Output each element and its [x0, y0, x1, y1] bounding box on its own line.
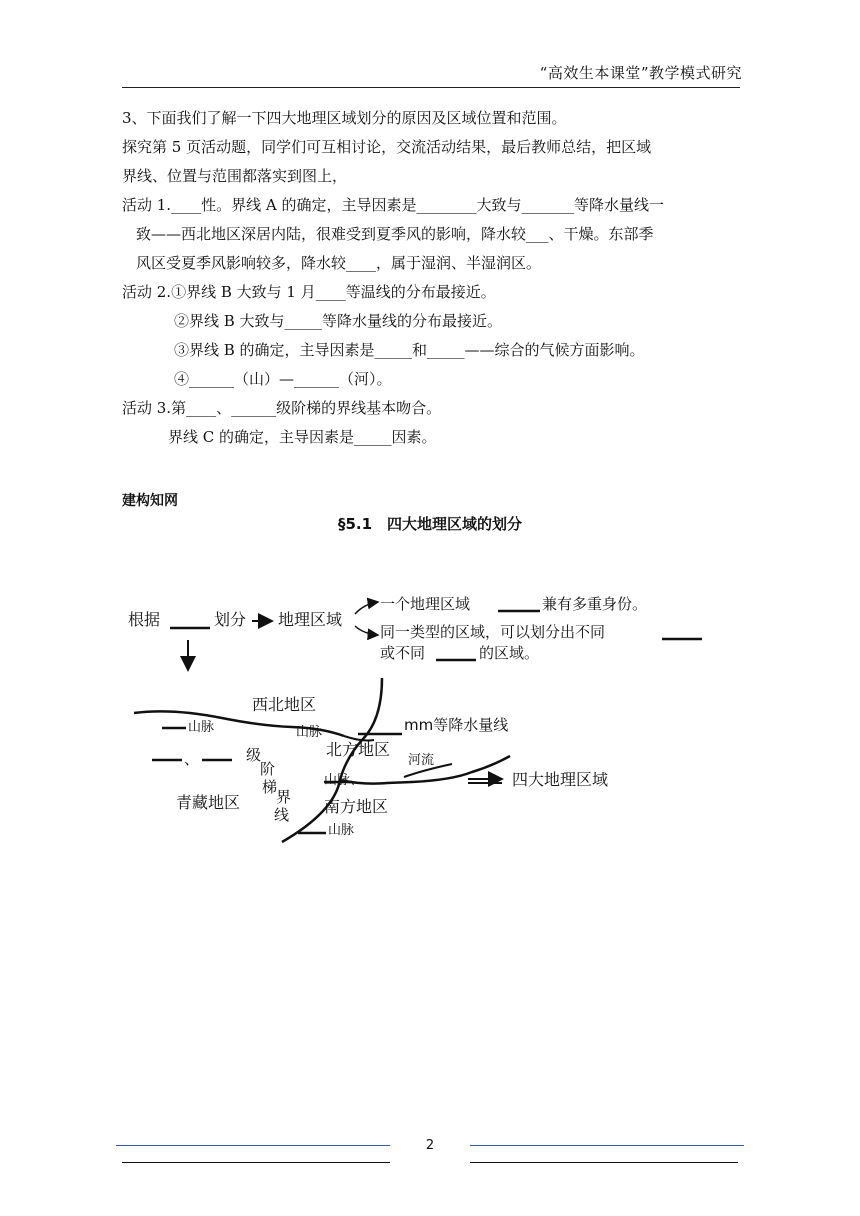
mountain-label-4: 山脉	[328, 823, 355, 838]
page-header: “高效生本课堂”教学模式研究	[539, 64, 742, 82]
text-line: 风区受夏季风影响较多，降水较____，属于湿润、半湿润区。	[136, 254, 542, 272]
arrow-up-right	[355, 602, 378, 614]
text-line: ③界线 B 的确定，主导因素是_____和_____——综合的气候方面影响。	[174, 341, 645, 359]
concept-diagram	[112, 580, 732, 850]
divide-label: 划分	[214, 610, 247, 629]
text-line: 活动 2.①界线 B 大致与 1 月____等温线的分布最接近。	[122, 283, 496, 301]
step-label-1: 级	[246, 746, 262, 764]
branch2-line1: 同一类型的区域，可以划分出不同	[380, 623, 606, 641]
step-label-3: 梯	[262, 778, 278, 796]
river-label: 河流	[408, 753, 435, 768]
step-label-4: 界	[276, 788, 292, 806]
branch2-line2a: 或不同	[380, 644, 426, 662]
branch1-tail: 兼有多重身份。	[542, 595, 648, 613]
region-label: 地理区域	[278, 610, 343, 629]
mountain-label-2: 山脉	[296, 725, 323, 740]
arrow-down-right	[355, 626, 378, 635]
mountain-label: 山脉	[188, 720, 215, 735]
section-label: 建构知网	[122, 493, 178, 509]
qingzang-label: 青藏地区	[176, 793, 241, 812]
text-line: 3、下面我们了解一下四大地理区域划分的原因及区域位置和范围。	[122, 109, 567, 127]
text-line: 界线 C 的确定，主导因素是_____因素。	[168, 428, 437, 446]
step-label-2: 阶	[260, 760, 276, 778]
header-rule	[122, 87, 740, 88]
south-label: 南方地区	[324, 797, 389, 816]
section-title: §5.1 四大地理区域的划分	[337, 515, 523, 533]
page-number: 2	[425, 1138, 435, 1153]
footer-rule	[122, 1162, 390, 1163]
body-text	[122, 104, 742, 452]
isohyet-label: mm等降水量线	[404, 716, 509, 734]
four-regions-label: 四大地理区域	[512, 770, 609, 789]
dun-label: 、	[184, 750, 200, 768]
branch1-label: 一个地理区域	[380, 595, 471, 613]
north-label: 北方地区	[326, 740, 391, 759]
step-label-5: 线	[274, 806, 290, 824]
text-line: ②界线 B 大致与_____等降水量线的分布最接近。	[174, 312, 503, 330]
northwest-label: 西北地区	[252, 695, 317, 714]
text-line: 探究第 5 页活动题，同学们可互相讨论，交流活动结果，最后教师总结，把区域	[122, 138, 652, 156]
footer-rule	[470, 1162, 738, 1163]
branch2-line2b: 的区域。	[479, 644, 540, 662]
mountain-label-3: 山脉、	[324, 773, 364, 788]
basis-label: 根据	[128, 610, 161, 629]
text-line: 致——西北地区深居内陆，很难受到夏季风的影响，降水较___、干燥。东部季	[136, 225, 654, 243]
text-line: 活动 3.第____、______级阶梯的界线基本吻合。	[122, 399, 442, 417]
text-line: 界线、位置与范围都落实到图上，	[122, 167, 348, 185]
text-line: ④______（山）—______（河）。	[174, 370, 392, 388]
text-line: 活动 1.____性。界线 A 的确定，主导因素是________大致与_______等降水量线一	[122, 196, 664, 214]
